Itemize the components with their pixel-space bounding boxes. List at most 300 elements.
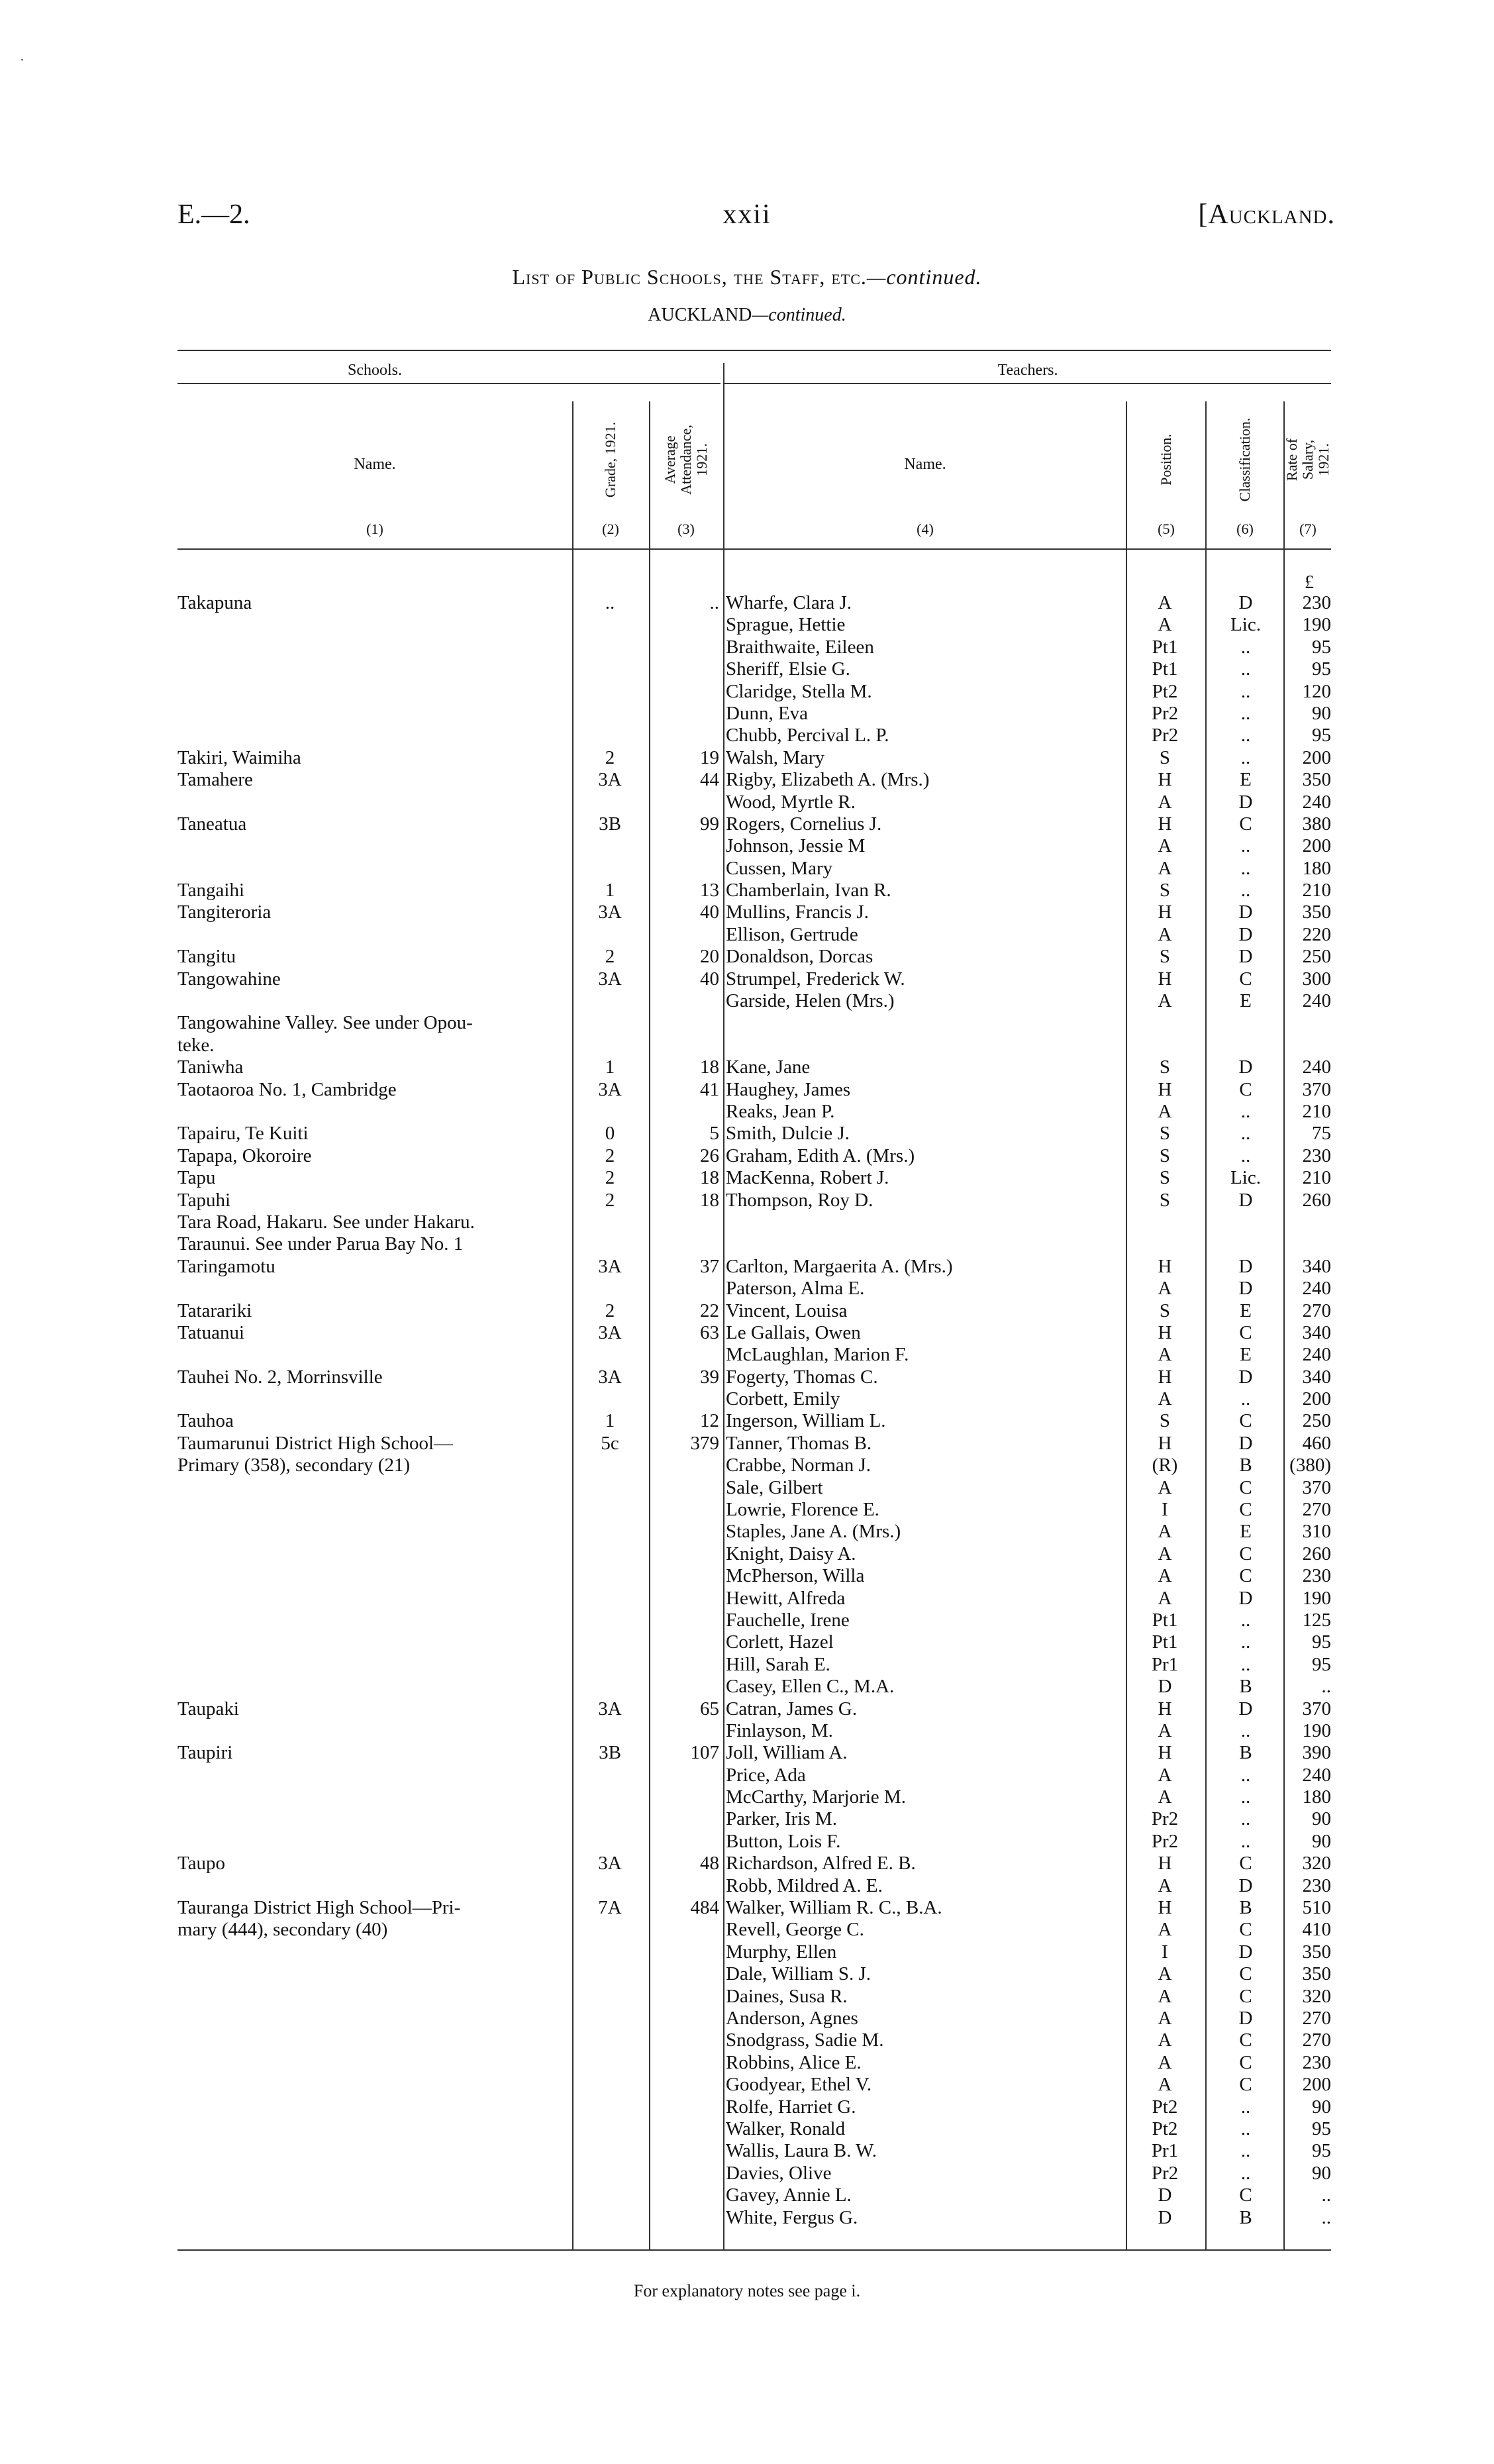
- salary-cell: 310: [1302, 1521, 1331, 1543]
- classification-cell: ..: [1240, 1100, 1251, 1122]
- salary-cell: 240: [1302, 791, 1331, 813]
- title-suffix: —continued.: [866, 265, 982, 289]
- teacher-name: Rogers, Cornelius J.: [726, 813, 882, 835]
- classification-cell: D: [1238, 1366, 1253, 1388]
- position-cell: S: [1159, 1300, 1171, 1321]
- teacher-name: Finlayson, M.: [726, 1720, 833, 1741]
- position-cell: S: [1159, 1145, 1171, 1166]
- school-name: Tangowahine: [177, 968, 281, 990]
- salary-cell: 250: [1302, 1410, 1331, 1432]
- subtitle-main: AUCKLAND: [648, 305, 752, 325]
- table-row: [177, 2008, 1331, 2029]
- grade-cell: 3A: [598, 901, 622, 923]
- teachers-group-header: Teachers.: [997, 362, 1058, 379]
- table-row: [177, 2118, 1331, 2140]
- teacher-name: Goodyear, Ethel V.: [726, 2074, 872, 2096]
- col-number-2: (2): [602, 521, 619, 537]
- position-cell: A: [1158, 592, 1172, 613]
- attendance-cell: 107: [690, 1742, 719, 1764]
- teacher-name: Robb, Mildred A. E.: [726, 1874, 883, 1896]
- school-name: Taupiri: [177, 1742, 233, 1764]
- salary-cell: 270: [1302, 1499, 1331, 1521]
- classification-cell: E: [1240, 990, 1252, 1012]
- teacher-name: Hewitt, Alfreda: [726, 1587, 846, 1609]
- grade-header: Grade, 1921.: [602, 421, 619, 498]
- teacher-name: Donaldson, Dorcas: [726, 946, 873, 968]
- classification-cell: C: [1239, 1078, 1252, 1100]
- salary-cell: 125: [1302, 1609, 1331, 1631]
- table-row: [177, 813, 1331, 835]
- teacher-name: Davies, Olive: [726, 2162, 832, 2184]
- salary-cell: 370: [1302, 1078, 1331, 1100]
- salary-cell: 350: [1302, 769, 1331, 791]
- classification-cell: C: [1239, 1499, 1252, 1521]
- teacher-name: McCarthy, Marjorie M.: [726, 1786, 906, 1808]
- position-cell: A: [1158, 1874, 1172, 1896]
- grade-cell: 2: [605, 1189, 615, 1211]
- teacher-name: Snodgrass, Sadie M.: [726, 2029, 884, 2051]
- classification-cell: C: [1239, 813, 1252, 835]
- attendance-cell: 26: [700, 1145, 719, 1166]
- table-row: [177, 1919, 1331, 1941]
- position-cell: A: [1158, 1565, 1172, 1587]
- grade-cell: 2: [605, 1167, 615, 1189]
- salary-cell: 90: [1312, 1808, 1331, 1830]
- position-cell: S: [1159, 746, 1171, 768]
- classification-cell: D: [1238, 946, 1253, 968]
- table-row: [177, 747, 1331, 769]
- classification-cell: C: [1239, 1543, 1252, 1565]
- classification-cell: ..: [1240, 1123, 1251, 1145]
- classification-cell: E: [1240, 1521, 1252, 1543]
- classification-cell: C: [1239, 2074, 1252, 2096]
- school-name: Taniwha: [177, 1056, 244, 1078]
- position-cell: A: [1158, 1476, 1172, 1498]
- position-cell: S: [1159, 1410, 1171, 1432]
- teacher-name: Casey, Ellen C., M.A.: [726, 1676, 895, 1698]
- salary-cell: 95: [1312, 636, 1331, 658]
- classification-cell: D: [1238, 923, 1253, 945]
- school-name: Takapuna: [177, 592, 252, 613]
- school-name: Primary (358), secondary (21): [177, 1455, 411, 1476]
- classification-cell: C: [1239, 968, 1252, 990]
- classification-cell: ..: [1240, 636, 1251, 658]
- position-cell: A: [1158, 1543, 1172, 1565]
- school-name: Tauranga District High School—Pri-: [177, 1897, 461, 1919]
- table-row: [177, 946, 1331, 968]
- classification-cell: ..: [1240, 2140, 1251, 2162]
- salary-cell: 390: [1302, 1742, 1331, 1764]
- teacher-name: Price, Ada: [726, 1764, 806, 1786]
- school-name: Tapapa, Okoroire: [177, 1145, 312, 1166]
- school-name: Taupo: [177, 1853, 226, 1874]
- salary-cell: 220: [1302, 923, 1331, 945]
- table-row: [177, 1941, 1331, 1963]
- table-row: [177, 1963, 1331, 1985]
- salary-cell: 260: [1302, 1189, 1331, 1211]
- teacher-name: Dale, William S. J.: [726, 1963, 872, 1985]
- table-row: [177, 2140, 1331, 2162]
- page-subtitle: [0, 305, 1494, 326]
- salary-cell: 300: [1302, 968, 1331, 990]
- col-number-6: (6): [1236, 521, 1254, 537]
- teacher-name: Wallis, Laura B. W.: [726, 2140, 877, 2162]
- teacher-name: Staples, Jane A. (Mrs.): [726, 1521, 901, 1543]
- table-row: [177, 725, 1331, 746]
- attendance-cell: 39: [700, 1366, 719, 1388]
- teacher-name: Strumpel, Frederick W.: [726, 968, 905, 990]
- table-row: [177, 1676, 1331, 1698]
- classification-cell: ..: [1240, 1808, 1251, 1830]
- region-label: [Auckland.: [1198, 199, 1335, 230]
- teacher-name: Joll, William A.: [726, 1742, 848, 1764]
- attendance-cell: ..: [709, 592, 719, 613]
- salary-cell: 260: [1302, 1543, 1331, 1565]
- grade-cell: 3A: [598, 1698, 622, 1720]
- position-cell: Pt1: [1152, 636, 1178, 658]
- classification-cell: D: [1238, 1698, 1253, 1720]
- school-name: Tapu: [177, 1167, 216, 1189]
- teacher-name: Fogerty, Thomas C.: [726, 1366, 878, 1388]
- teacher-name: Sprague, Hettie: [726, 614, 846, 636]
- school-name: Tatarariki: [177, 1300, 252, 1321]
- classification-cell: C: [1239, 2029, 1252, 2051]
- table-row: [177, 1720, 1331, 1742]
- teacher-name: Catran, James G.: [726, 1698, 858, 1720]
- teacher-name: Walker, Ronald: [726, 2118, 846, 2139]
- position-cell: A: [1158, 1278, 1172, 1300]
- salary-cell: 240: [1302, 990, 1331, 1012]
- salary-cell: 95: [1312, 1653, 1331, 1675]
- salary-cell: 350: [1302, 901, 1331, 923]
- col-number-3: (3): [677, 521, 695, 537]
- table-row: [177, 2074, 1331, 2096]
- grade-cell: 2: [605, 1145, 615, 1166]
- col-number-5: (5): [1158, 521, 1175, 537]
- classification-cell: B: [1239, 1897, 1252, 1919]
- teachers-group-rule: [724, 383, 1331, 384]
- classification-cell: E: [1240, 1344, 1252, 1366]
- table-row: [177, 1012, 1331, 1034]
- teacher-name: Rolfe, Harriet G.: [726, 2096, 856, 2118]
- classification-cell: C: [1239, 1853, 1252, 1874]
- attendance-cell: 18: [700, 1167, 719, 1189]
- classification-cell: ..: [1240, 658, 1251, 680]
- teacher-name: Corlett, Hazel: [726, 1631, 834, 1653]
- position-cell: A: [1158, 2051, 1172, 2073]
- grade-cell: 2: [605, 746, 615, 768]
- position-cell: S: [1159, 1167, 1171, 1189]
- teacher-name: Wharfe, Clara J.: [726, 592, 852, 613]
- position-cell: A: [1158, 791, 1172, 813]
- page-title: [0, 265, 1494, 289]
- salary-cell: ..: [1321, 2206, 1331, 2228]
- table-row: [177, 592, 1331, 614]
- table-row: [177, 2052, 1331, 2074]
- grade-cell: 1: [605, 1410, 615, 1432]
- position-cell: A: [1158, 1587, 1172, 1609]
- salary-cell: 340: [1302, 1255, 1331, 1277]
- position-cell: Pt1: [1152, 1631, 1178, 1653]
- table-row: [177, 1344, 1331, 1366]
- classification-cell: D: [1238, 1874, 1253, 1896]
- col-number-1: (1): [366, 521, 383, 537]
- salary-cell: 230: [1302, 2051, 1331, 2073]
- table-row: [177, 658, 1331, 680]
- position-cell: A: [1158, 2008, 1172, 2029]
- attendance-cell: 65: [700, 1698, 719, 1720]
- salary-cell: 370: [1302, 1476, 1331, 1498]
- salary-cell: ..: [1321, 2184, 1331, 2206]
- teacher-name: Thompson, Roy D.: [726, 1189, 873, 1211]
- classification-cell: ..: [1240, 1653, 1251, 1675]
- table-top-rule: [177, 350, 1331, 351]
- grade-cell: 2: [605, 1300, 615, 1321]
- position-cell: H: [1158, 901, 1172, 923]
- classification-cell: C: [1239, 1919, 1252, 1941]
- table-row: [177, 1853, 1331, 1874]
- teacher-name: Kane, Jane: [726, 1056, 811, 1078]
- salary-cell: 340: [1302, 1366, 1331, 1388]
- teacher-name: White, Fergus G.: [726, 2206, 858, 2228]
- teacher-name: Cussen, Mary: [726, 857, 833, 879]
- classification-cell: ..: [1240, 2162, 1251, 2184]
- table-row: [177, 1322, 1331, 1344]
- teacher-name: Daines, Susa R.: [726, 1985, 848, 2007]
- position-cell: S: [1159, 1189, 1171, 1211]
- salary-cell: 200: [1302, 2074, 1331, 2096]
- teacher-name: Revell, George C.: [726, 1919, 864, 1941]
- salary-cell: 340: [1302, 1321, 1331, 1343]
- col-number-4: (4): [917, 521, 934, 537]
- classification-cell: ..: [1240, 725, 1251, 746]
- table-body: [177, 592, 1331, 2229]
- classification-cell: ..: [1240, 1830, 1251, 1852]
- salary-cell: ..: [1321, 1676, 1331, 1698]
- col-number-7: (7): [1299, 521, 1317, 537]
- position-cell: S: [1159, 1056, 1171, 1078]
- classification-cell: ..: [1240, 680, 1251, 702]
- position-cell: D: [1158, 2206, 1172, 2228]
- salary-cell: 230: [1302, 1565, 1331, 1587]
- salary-cell: 240: [1302, 1278, 1331, 1300]
- grade-cell: 3A: [598, 1255, 622, 1277]
- salary-cell: 460: [1302, 1432, 1331, 1454]
- grade-cell: 3A: [598, 968, 622, 990]
- teacher-name: Johnson, Jessie M: [726, 835, 866, 857]
- position-cell: A: [1158, 1764, 1172, 1786]
- teacher-name: Rigby, Elizabeth A. (Mrs.): [726, 769, 930, 791]
- attendance-cell: 484: [690, 1897, 719, 1919]
- salary-cell: 270: [1302, 1300, 1331, 1321]
- salary-cell: 210: [1302, 1167, 1331, 1189]
- position-cell: (R): [1152, 1455, 1178, 1476]
- table-row: [177, 1654, 1331, 1676]
- table-row: [177, 769, 1331, 791]
- attendance-cell: 41: [700, 1078, 719, 1100]
- table-row: [177, 1300, 1331, 1322]
- table-row: [177, 1079, 1331, 1101]
- teacher-name-header: Name.: [904, 456, 946, 473]
- salary-cell: 95: [1312, 2118, 1331, 2139]
- position-cell: Pt1: [1152, 658, 1178, 680]
- classification-cell: Lic.: [1230, 614, 1261, 636]
- classification-cell: C: [1239, 1565, 1252, 1587]
- school-name-header: Name.: [354, 456, 396, 473]
- salary-cell: 510: [1302, 1897, 1331, 1919]
- table-row: [177, 1499, 1331, 1521]
- school-name: Tangiteroria: [177, 901, 272, 923]
- teacher-name: Sale, Gilbert: [726, 1476, 823, 1498]
- salary-cell: (380): [1289, 1455, 1331, 1476]
- position-cell: Pr2: [1151, 702, 1179, 724]
- position-cell: I: [1162, 1941, 1168, 1963]
- currency-symbol: £: [1305, 572, 1314, 593]
- position-cell: Pt2: [1152, 2118, 1178, 2139]
- salary-cell: 75: [1312, 1123, 1331, 1145]
- attendance-cell: 20: [700, 946, 719, 968]
- classification-cell: B: [1239, 1676, 1252, 1698]
- attendance-cell: 12: [700, 1410, 719, 1432]
- salary-cell: 250: [1302, 946, 1331, 968]
- attendance-cell: 48: [700, 1853, 719, 1874]
- position-cell: Pr1: [1151, 2140, 1179, 2162]
- position-cell: H: [1158, 1255, 1172, 1277]
- table-row: [177, 880, 1331, 901]
- attendance-cell: 22: [700, 1300, 719, 1321]
- classification-cell: D: [1238, 1278, 1253, 1300]
- teacher-name: Graham, Edith A. (Mrs.): [726, 1145, 915, 1166]
- salary-cell: 270: [1302, 2029, 1331, 2051]
- grade-cell: 3B: [599, 1742, 621, 1764]
- table-row: [177, 1631, 1331, 1653]
- classification-cell: D: [1238, 2008, 1253, 2029]
- table-row: [177, 1897, 1331, 1919]
- teacher-name: McLaughlan, Marion F.: [726, 1344, 909, 1366]
- classification-cell: ..: [1240, 746, 1251, 768]
- position-cell: A: [1158, 857, 1172, 879]
- table-row: [177, 2184, 1331, 2206]
- position-cell: A: [1158, 990, 1172, 1012]
- teacher-name: Smith, Dulcie J.: [726, 1123, 850, 1145]
- classification-cell: ..: [1240, 1786, 1251, 1808]
- position-cell: A: [1158, 1344, 1172, 1366]
- grade-cell: 3A: [598, 1078, 622, 1100]
- position-cell: Pt1: [1152, 1609, 1178, 1631]
- teacher-name: Lowrie, Florence E.: [726, 1499, 879, 1521]
- table-row: [177, 2029, 1331, 2051]
- salary-cell: 190: [1302, 1720, 1331, 1741]
- salary-cell: 240: [1302, 1764, 1331, 1786]
- classification-cell: D: [1238, 1056, 1253, 1078]
- classification-header: Classification.: [1236, 417, 1254, 502]
- position-header: Position.: [1157, 434, 1174, 486]
- position-cell: S: [1159, 1123, 1171, 1145]
- position-cell: A: [1158, 923, 1172, 945]
- position-cell: A: [1158, 1720, 1172, 1741]
- grade-cell: 3A: [598, 1321, 622, 1343]
- teacher-name: Gavey, Annie L.: [726, 2184, 852, 2206]
- salary-cell: 320: [1302, 1853, 1331, 1874]
- attendance-cell: 19: [700, 746, 719, 768]
- teacher-name: Ellison, Gertrude: [726, 923, 858, 945]
- table-row: [177, 1521, 1331, 1543]
- table-row: [177, 1786, 1331, 1808]
- classification-cell: C: [1239, 1410, 1252, 1432]
- grade-cell: 1: [605, 1056, 615, 1078]
- attendance-cell: 18: [700, 1189, 719, 1211]
- teacher-name: Walker, William R. C., B.A.: [726, 1897, 942, 1919]
- salary-cell: 230: [1302, 592, 1331, 613]
- teacher-name: Ingerson, William L.: [726, 1410, 886, 1432]
- table-row: [177, 1123, 1331, 1145]
- classification-cell: ..: [1240, 1388, 1251, 1410]
- position-cell: H: [1158, 1321, 1172, 1343]
- classification-cell: D: [1238, 1941, 1253, 1963]
- attendance-cell: 379: [690, 1432, 719, 1454]
- salary-cell: 240: [1302, 1056, 1331, 1078]
- table-row: [177, 1588, 1331, 1610]
- teacher-name: Corbett, Emily: [726, 1388, 840, 1410]
- margin-mark: ·: [20, 53, 25, 68]
- teacher-name: Reaks, Jean P.: [726, 1100, 835, 1122]
- classification-cell: ..: [1240, 1764, 1251, 1786]
- table-row: [177, 1190, 1331, 1211]
- footnote: For explanatory notes see page i.: [633, 2281, 861, 2300]
- salary-cell: 240: [1302, 1344, 1331, 1366]
- salary-cell: 190: [1302, 614, 1331, 636]
- classification-cell: ..: [1240, 2118, 1251, 2139]
- position-cell: D: [1158, 1676, 1172, 1698]
- classification-cell: ..: [1240, 1145, 1251, 1166]
- teacher-name: Parker, Iris M.: [726, 1808, 837, 1830]
- classification-cell: ..: [1240, 1720, 1251, 1741]
- classification-cell: ..: [1240, 2096, 1251, 2118]
- school-name: mary (444), secondary (40): [177, 1919, 388, 1941]
- attendance-cell: 37: [700, 1255, 719, 1277]
- position-cell: A: [1158, 1521, 1172, 1543]
- classification-cell: E: [1240, 769, 1252, 791]
- table-row: [177, 2096, 1331, 2118]
- salary-cell: 180: [1302, 1786, 1331, 1808]
- position-cell: Pt2: [1152, 2096, 1178, 2118]
- position-cell: Pr2: [1151, 725, 1179, 746]
- school-name: Tauhei No. 2, Morrinsville: [177, 1366, 383, 1388]
- table-row: [177, 1388, 1331, 1410]
- salary-cell: 95: [1312, 1631, 1331, 1653]
- salary-cell: 90: [1312, 2162, 1331, 2184]
- table-row: [177, 1101, 1331, 1123]
- salary-cell: 90: [1312, 702, 1331, 724]
- school-name: Tara Road, Hakaru. See under Hakaru.: [177, 1211, 475, 1233]
- classification-cell: E: [1240, 1300, 1252, 1321]
- attendance-cell: 40: [700, 968, 719, 990]
- teacher-name: Button, Lois F.: [726, 1830, 841, 1852]
- table-row: [177, 968, 1331, 990]
- classification-cell: D: [1238, 791, 1253, 813]
- position-cell: H: [1158, 1897, 1172, 1919]
- table-row: [177, 2163, 1331, 2184]
- teacher-name: Braithwaite, Eileen: [726, 636, 874, 658]
- table-row: [177, 614, 1331, 636]
- salary-cell: 230: [1302, 1145, 1331, 1166]
- school-name: Taneatua: [177, 813, 247, 835]
- school-name: Taupaki: [177, 1698, 239, 1720]
- table-row: [177, 1233, 1331, 1255]
- teacher-name: Fauchelle, Irene: [726, 1609, 850, 1631]
- position-cell: A: [1158, 1100, 1172, 1122]
- grade-cell: 7A: [598, 1897, 622, 1919]
